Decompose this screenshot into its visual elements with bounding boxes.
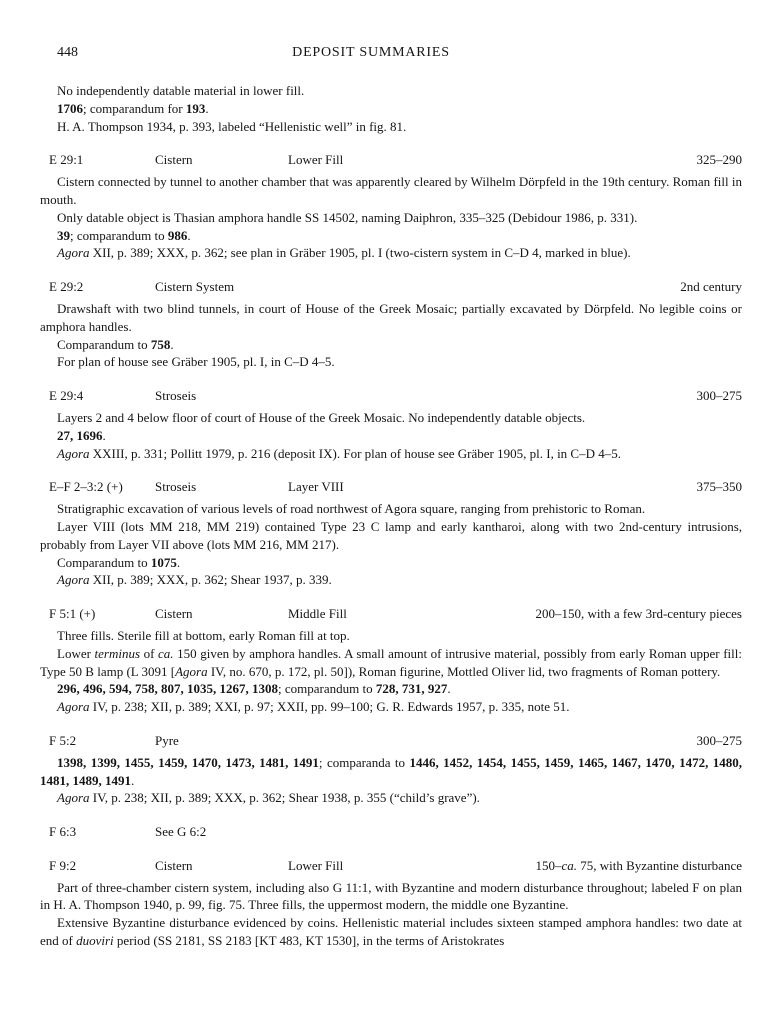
entry-id: E 29:1 [49,152,84,168]
entry-type: Cistern [155,152,193,168]
entry-body [40,173,742,262]
paragraph: Comparandum to 1075. [57,554,181,570]
paragraph: Agora IV, p. 238; XII, p. 389; XXI, p. 97; XXII, pp. 99–100; G. R. Edwards 1957, p. 335, note 51. [57,699,570,715]
entry-id: F 5:1 (+) [49,606,96,622]
deposit-entry [40,278,742,371]
paragraph: 39; comparandum to 986. [57,227,191,243]
running-head [40,44,742,62]
entry-body [40,879,742,950]
entry-body [40,409,742,462]
entry-type: Cistern System [155,279,235,295]
deposit-entry [40,387,742,462]
entry-body [40,300,742,371]
entries-list [40,151,742,949]
entry-header [40,857,742,875]
entry-header [40,823,742,841]
entry-type: Cistern [155,857,193,873]
entry-type: Cistern [155,606,193,622]
paragraph: Layers 2 and 4 below floor of court of House of the Greek Mosaic. No independently datable objects. [57,409,586,425]
paragraph: 27, 1696. [57,427,106,443]
entry-body [40,754,742,807]
paragraph: Agora XII, p. 389; XXX, p. 362; see plan in Gräber 1905, pl. I (two-cistern system in C–D 4, marked in blue). [57,245,631,261]
paragraph: Layer VIII (lots MM 218, MM 219) contained Type 23 C lamp and early kantharoi, along with two 2nd-century intrusions, probably from Layer VII above (lots MM 216, MM 217). [40,518,742,552]
entry-date: 375–350 [696,479,742,495]
entry-header [40,151,742,169]
entry-id: E 29:2 [49,279,84,295]
entry-date: 2nd century [680,279,742,295]
entry-body [40,627,742,716]
entry-fill: Lower Fill [288,152,344,168]
entry-type: Stroseis [155,479,197,495]
entry-type: Stroseis [155,388,197,404]
paragraph: 1398, 1399, 1455, 1459, 1470, 1473, 1481, 1491; comparanda to 1446, 1452, 1454, 1455, 1459, 1465, 1467, 1470, 1472, 1480, 1481, 1489, 1491. [40,754,743,788]
deposit-entry [40,857,742,950]
paragraph: Comparandum to 758. [57,336,174,352]
entry-date: 325–290 [696,152,742,168]
paragraph: Agora XII, p. 389; XXX, p. 362; Shear 1937, p. 339. [57,572,332,588]
page-title: DEPOSIT SUMMARIES [292,45,450,60]
paragraph: For plan of house see Gräber 1905, pl. I, in C–D 4–5. [57,354,335,370]
entry-fill: Lower Fill [288,857,344,873]
page-body [40,82,742,950]
entry-header [40,387,742,405]
paragraph: Agora XXIII, p. 331; Pollitt 1979, p. 216 (deposit IX). For plan of house see Gräber 1905, pl. I, in C–D 4–5. [57,445,621,461]
paragraph: Only datable object is Thasian amphora handle SS 14502, naming Daiphron, 335–325 (Debidour 1986, p. 331). [57,209,638,225]
entry-fill: Layer VIII [288,479,344,495]
deposit-entry [40,823,742,841]
entry-header [40,478,742,496]
entry-header [40,605,742,623]
deposit-entry [40,151,742,262]
entry-header [40,278,742,296]
entry-id: F 9:2 [49,857,77,873]
entry-date: 300–275 [696,388,742,404]
paragraph: Extensive Byzantine disturbance evidenced by coins. Hellenistic material includes sixteen stamped amphora handles: two date at end of duoviri period (SS 2181, SS 2183 [KT 483, KT 1530], in the terms of Aristokrates [40,915,742,949]
paragraph: 296, 496, 594, 758, 807, 1035, 1267, 1308; comparandum to 728, 731, 927. [57,681,451,697]
entry-id: E 29:4 [49,388,84,404]
entry-type: See G 6:2 [155,824,207,840]
deposit-entry [40,605,742,716]
paragraph: Three fills. Sterile fill at bottom, early Roman fill at top. [57,627,350,643]
paragraph: Cistern connected by tunnel to another chamber that was apparently cleared by Wilhelm Dörpfeld in the 19th century. Roman fill in mouth. [40,174,742,207]
paragraph: 1706; comparandum for 193. [57,100,209,116]
paragraph: Stratigraphic excavation of various levels of road northwest of Agora square, ranging from prehistoric to Roman. [57,501,646,517]
paragraph: Drawshaft with two blind tunnels, in court of House of the Greek Mosaic; partially excavated by Dörpfeld. No legible coins or amphora handles. [40,300,742,334]
entry-header [40,732,742,750]
paragraph: Agora IV, p. 238; XII, p. 389; XXX, p. 362; Shear 1938, p. 355 (“child’s grave”). [57,790,480,806]
paragraph: No independently datable material in lower fill. [57,83,305,98]
deposit-entry [40,732,742,807]
paragraph: Part of three-chamber cistern system, including also G 11:1, with Byzantine and modern disturbance throughout; labeled F on plan in H. A. Thompson 1940, p. 99, fig. 75. Three fills, the uppermost modern, the middle one Byzantine. [40,879,742,913]
entry-id: E–F 2–3:2 (+) [49,479,123,495]
entry-id: F 5:2 [49,732,77,748]
entry-date: 300–275 [696,732,742,748]
entry-type: Pyre [155,732,179,748]
paragraph: Lower terminus of ca. 150 given by amphora handles. A small amount of intrusive material, possibly from early Roman upper fill: Type 50 B lamp (L 3091 [Agora IV, no. 670, p. 172, pl. 50]), Roman figurine, Mottled Oliver lid, two fragments of Roman pottery. [40,645,742,679]
entry-date: 150–ca. 75, with Byzantine disturbance [535,857,742,873]
paragraph: H. A. Thompson 1934, p. 393, labeled “Hellenistic well” in fig. 81. [57,118,407,134]
entry-date: 200–150, with a few 3rd-century pieces [535,606,742,622]
entry-id: F 6:3 [49,824,77,840]
entry-body [40,500,742,589]
intro-block [40,82,742,135]
entry-fill: Middle Fill [288,606,347,622]
page-number: 448 [57,45,78,60]
deposit-entry [40,478,742,589]
